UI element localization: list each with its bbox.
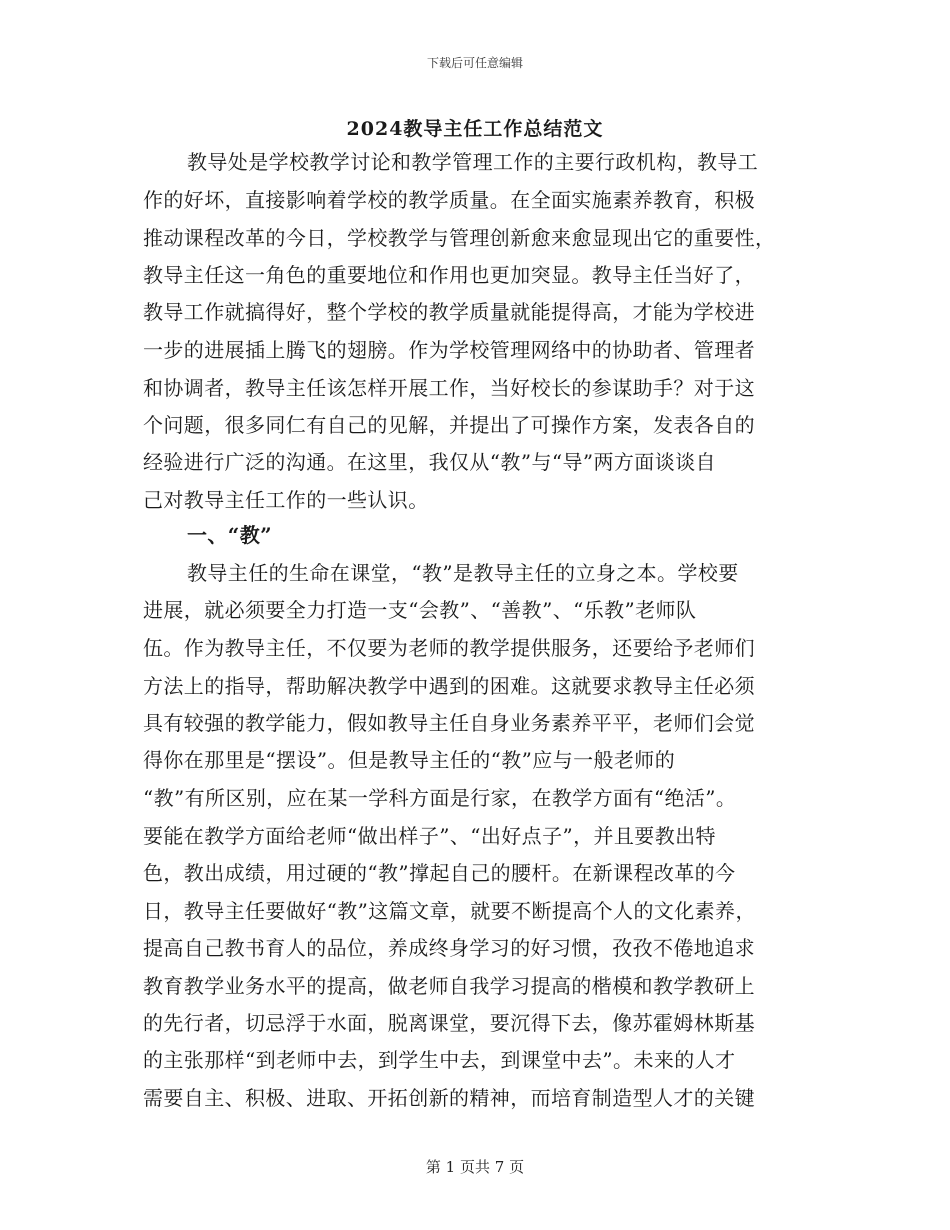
paragraph-line: 教导处是学校教学讨论和教学管理工作的主要行政机构，教导工	[187, 150, 759, 174]
paragraph-line: 教导工作就搞得好，整个学校的教学质量就能提得高，才能为学校进	[143, 300, 755, 324]
paragraph-line: 色，教出成绩，用过硬的“教”撑起自己的腰杆。在新课程改革的今	[143, 861, 736, 885]
paragraph-line: 需要自主、积极、进取、开拓创新的精神，而培育制造型人才的关键	[143, 1086, 755, 1110]
paragraph-line: 教育教学业务水平的提高，做老师自我学习提高的楷模和教学教研上	[143, 974, 755, 998]
paragraph-line: 得你在那里是“摆设”。但是教导主任的“教”应与一般老师的	[143, 748, 676, 772]
paragraph-line: 作的好坏，直接影响着学校的教学质量。在全面实施素养教育，积极	[143, 188, 755, 212]
paragraph-line: 提高自己教书育人的品位，养成终身学习的好习惯，孜孜不倦地追求	[143, 936, 755, 960]
paragraph-line: 经验进行广泛的沟通。在这里，我仅从“教”与“导”两方面谈谈自	[143, 450, 716, 474]
paragraph-line: 教导主任的生命在课堂，“教”是教导主任的立身之本。学校要	[187, 561, 739, 585]
document-title: 2024教导主任工作总结范文	[346, 118, 604, 140]
paragraph-line: 的主张那样“到老师中去，到学生中去，到课堂中去”。未来的人才	[143, 1048, 736, 1072]
paragraph-line: 教导主任这一角色的重要地位和作用也更加突显。教导主任当好了，	[143, 263, 755, 287]
paragraph-line: 己对教导主任工作的一些认识。	[143, 488, 429, 512]
section-heading: 一、“教”	[187, 523, 273, 547]
paragraph-line: 一步的进展插上腾飞的翅膀。作为学校管理网络中的协助者、管理者	[143, 338, 755, 362]
paragraph-line: 日，教导主任要做好“教”这篇文章，就要不断提高个人的文化素养，	[143, 899, 756, 923]
paragraph-line: 要能在教学方面给老师“做出样子”、“出好点子”，并且要教出特	[143, 824, 716, 848]
paragraph-line: 进展，就必须要全力打造一支“会教”、“善教”、“乐教”老师队	[143, 598, 697, 622]
page-header: 下载后可任意编辑	[426, 56, 523, 70]
paragraph-line: 的先行者，切忌浮于水面，脱离课堂，要沉得下去，像苏霍姆林斯基	[143, 1011, 755, 1035]
paragraph-line: “教”有所区别，应在某一学科方面是行家，在教学方面有“绝活”。	[143, 786, 737, 810]
page-footer: 第 1 页共 7 页	[425, 1158, 525, 1176]
paragraph-line: 具有较强的教学能力，假如教导主任自身业务素养平平，老师们会觉	[143, 711, 755, 735]
paragraph-line: 伍。作为教导主任，不仅要为老师的教学提供服务，还要给予老师们	[143, 636, 755, 660]
paragraph-line: 方法上的指导，帮助解决教学中遇到的困难。这就要求教导主任必须	[143, 674, 755, 698]
paragraph-line: 推动课程改革的今日，学校教学与管理创新愈来愈显现出它的重要性，	[143, 226, 776, 250]
paragraph-line: 和协调者，教导主任该怎样开展工作，当好校长的参谋助手？对于这	[143, 376, 755, 400]
paragraph-line: 个问题，很多同仁有自己的见解，并提出了可操作方案，发表各自的	[143, 413, 755, 437]
